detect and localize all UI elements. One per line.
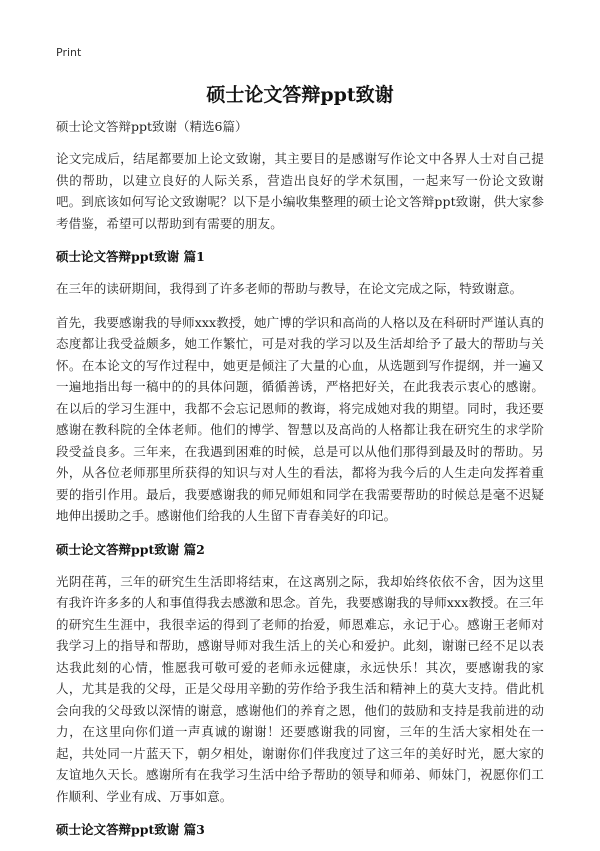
section-1-paragraph-1: 在三年的读研期间，我得到了许多老师的帮助与教导，在论文完成之际，特致谢意。 bbox=[56, 281, 523, 296]
section-heading-2: 硕士论文答辩ppt致谢 篇2 bbox=[56, 541, 205, 557]
document-body bbox=[56, 118, 544, 851]
section-1-paragraph-2: 首先，我要感谢我的导师xxx教授，她广博的学识和高尚的人格以及在科研时严谨认真的态度都让我受益颇多，她工作繁忙，可是对我的学习以及生活却给予了最大的帮助与关怀。在本论文的写作过程中，她更是倾注了大量的心血，从选题到写作提纲，并一遍又一遍地指出每一稿中的的具体问题，循循善诱，严格把好关，在此我表示衷心的感谢。在以后的学习生涯中，我都不会忘记恩师的教诲，将完成她对我的期望。同时，我还要感谢在教科院的全体老师。他们的博学、智慧以及高尚的人格都让我在研究生的求学阶段受益良多。三年来，在我遇到困难的时候，总是可以从他们那得到最及时的帮助。另外，从各位老师那里所获得的知识与对人生的看法，都将为我今后的人生走向发挥着重要的指引作用。最后，我要感谢我的师兄师姐和同学在我需要帮助的时候总是毫不迟疑地伸出援助之手。感谢他们给我的人生留下青春美好的印记。 bbox=[56, 314, 544, 523]
print-link[interactable]: Print bbox=[56, 46, 82, 59]
intro-paragraph: 论文完成后，结尾都要加上论文致谢，其主要目的是感谢写作论文中各界人士对自己提供的帮助，以建立良好的人际关系，营造出良好的学术氛围，一起来写一份论文致谢吧。到底该如何写论文致谢呢？以下是小编收集整理的硕士论文答辩ppt致谢，供大家参考借鉴，希望可以帮助到有需要的朋友。 bbox=[56, 151, 544, 231]
page-title: 硕士论文答辩ppt致谢 bbox=[206, 84, 394, 106]
document-subtitle: 硕士论文答辩ppt致谢（精选6篇） bbox=[56, 119, 248, 134]
section-2-paragraph-1: 光阴荏苒，三年的研究生生活即将结束，在这离别之际，我却始终依依不舍，因为这里有我许许多多的人和事值得我去感激和思念。首先，我要感谢我的导师xxx教授。在三年的研究生生涯中，我很幸运的得到了老师的抬爱，师恩难忘，永记于心。感谢王老师对我学习上的指导和帮助，感谢导师对我生活上的关心和爱护。此刻，谢谢已经不足以表达我此刻的心情，惟愿我可敬可爱的老师永远健康，永远快乐！其次，要感谢我的家人，尤其是我的父母，正是父母用辛勤的劳作给予我生活和精神上的莫大支持。借此机会向我的父母致以深情的谢意，感谢他们的养育之恩，他们的鼓励和支持是我前进的动力，在这里向你们道一声真诚的谢谢！还要感谢我的同窗，三年的生活大家相处在一起，共处同一片蓝天下，朝夕相处，谢谢你们伴我度过了这三年的美好时光，愿大家的友谊地久天长。感谢所有在我学习生活中给予帮助的领导和师弟、师妹门，祝愿你们工作顺利、学业有成、万事如意。 bbox=[56, 573, 544, 804]
section-heading-3: 硕士论文答辩ppt致谢 篇3 bbox=[56, 822, 205, 837]
section-heading-1: 硕士论文答辩ppt致谢 篇1 bbox=[56, 249, 205, 264]
